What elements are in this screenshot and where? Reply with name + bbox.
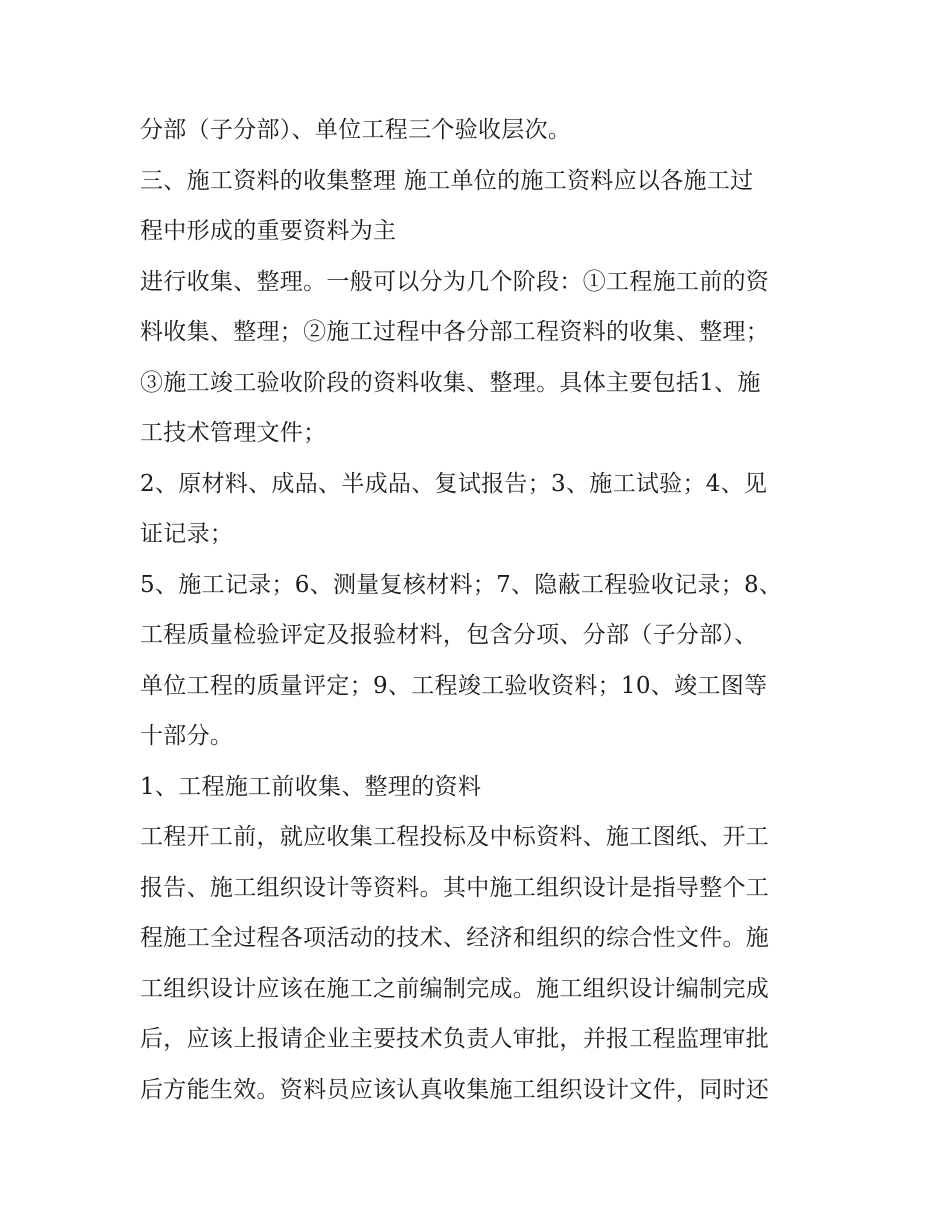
text-line: 工技术管理文件； bbox=[140, 420, 327, 446]
text-line: 十部分。 bbox=[140, 723, 234, 749]
text-line: 程施工全过程各项活动的技术、经济和组织的综合性文件。施 bbox=[140, 925, 770, 951]
text-line: 分部（子分部）、单位工程三个验收层次。 bbox=[140, 117, 572, 143]
text-line: 料收集、整理；②施工过程中各分部工程资料的收集、整理； bbox=[140, 319, 770, 345]
document-body bbox=[140, 105, 820, 1115]
text-line: ③施工竣工验收阶段的资料收集、整理。具体主要包括1、施 bbox=[140, 369, 761, 396]
text-line: 单位工程的质量评定；9、工程竣工验收资料；10、竣工图等 bbox=[140, 672, 768, 699]
text-line: 进行收集、整理。一般可以分为几个阶段：①工程施工前的资 bbox=[140, 268, 770, 295]
text-line: 证记录； bbox=[140, 521, 234, 547]
text-line: 2、原材料、成品、半成品、复试报告；3、施工试验；4、见 bbox=[140, 470, 768, 497]
text-line: 后，应该上报请企业主要技术负责人审批，并报工程监理审批 bbox=[140, 1026, 770, 1052]
text-line: 后方能生效。资料员应该认真收集施工组织设计文件，同时还 bbox=[140, 1076, 770, 1103]
text-line: 工程质量检验评定及报验材料，包含分项、分部（子分部）、 bbox=[140, 622, 758, 648]
section-heading-line: 三、施工资料的收集整理 施工单位的施工资料应以各施工过 bbox=[140, 167, 754, 194]
text-line: 5、施工记录；6、测量复核材料；7、隐蔽工程验收记录；8、 bbox=[140, 571, 783, 598]
text-line: 程中形成的重要资料为主 bbox=[140, 218, 397, 244]
subsection-heading-line: 1、工程施工前收集、整理的资料 bbox=[140, 773, 482, 800]
text-line: 报告、施工组织设计等资料。其中施工组织设计是指导整个工 bbox=[140, 874, 770, 901]
text-line: 工组织设计应该在施工之前编制完成。施工组织设计编制完成 bbox=[140, 975, 770, 1002]
text-line: 工程开工前，就应收集工程投标及中标资料、施工图纸、开工 bbox=[140, 824, 770, 850]
